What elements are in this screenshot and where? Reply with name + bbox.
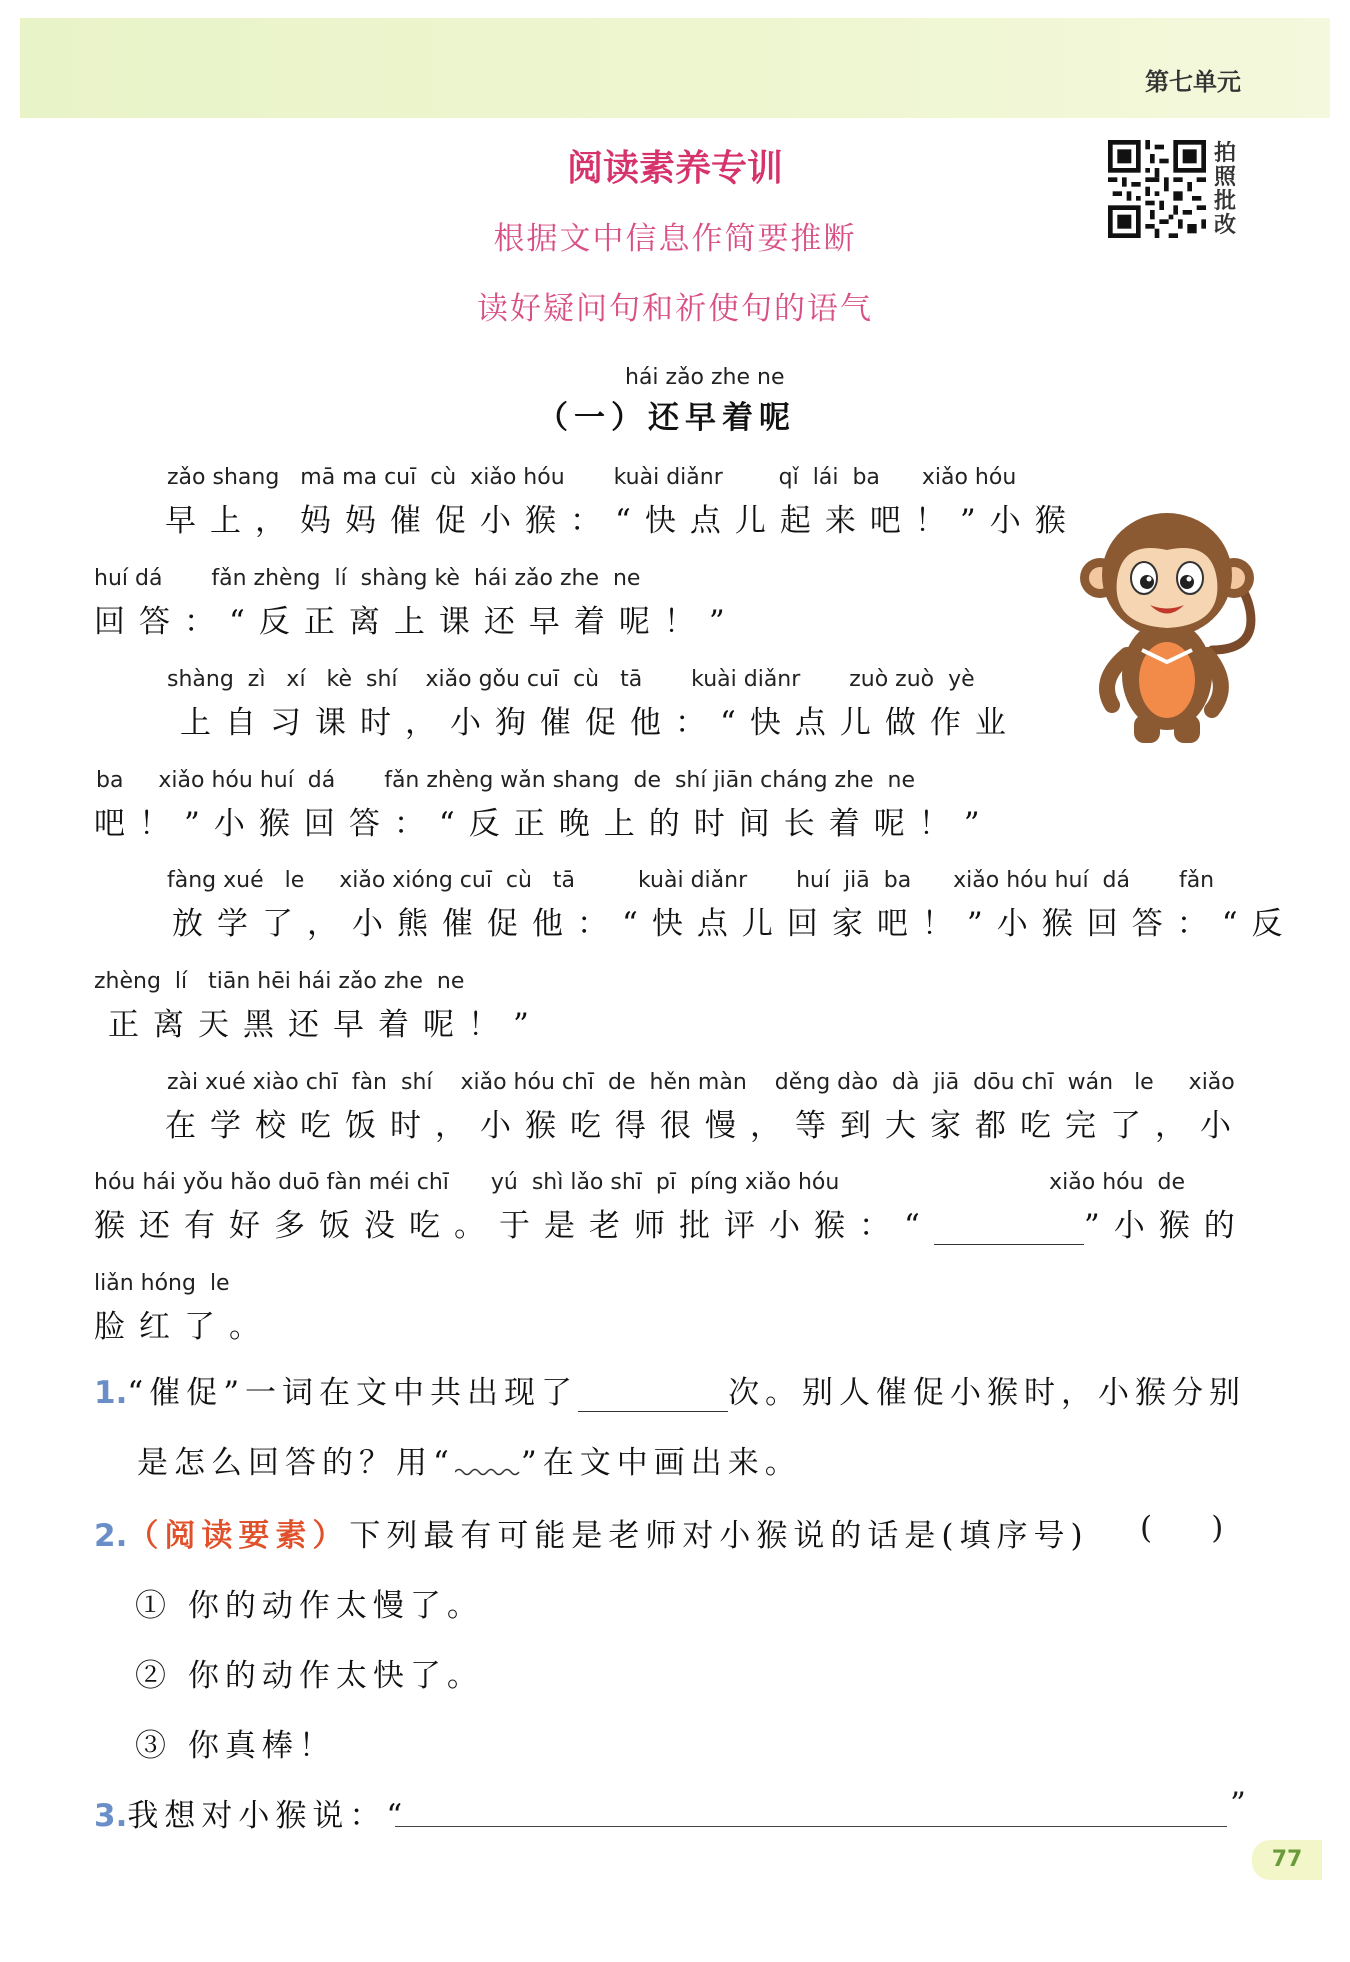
line-pinyin: zhèng lí tiān hēi hái zǎo zhe ne xyxy=(94,969,465,994)
fill-blank-teacher[interactable] xyxy=(934,1214,1084,1245)
line-pinyin: fàng xué le xiǎo xióng cuī cù tā kuài diǎnr huí jiā ba xiǎo hóu huí dá fǎn xyxy=(167,868,1215,893)
line-pinyin: zài xué xiào chī fàn shí xiǎo hóu chī de hěn màn děng dào dà jiā dōu chī wán le xiǎo xyxy=(167,1070,1235,1095)
line-text: 早上，妈妈催促小猴：“快点儿起来吧！”小猴 xyxy=(165,503,1080,539)
question-text: 是怎么回答的？用“ xyxy=(137,1445,455,1481)
option-2: ② 你的动作太快了。 xyxy=(135,1658,484,1694)
question-text: ”在文中画出来。 xyxy=(520,1445,802,1481)
wavy-underline-icon xyxy=(455,1467,521,1477)
question-text: 次。别人催促小猴时，小猴分别 xyxy=(728,1375,1247,1411)
line-text: 上自习课时，小狗催促他：“快点儿做作业 xyxy=(180,705,1020,741)
answer-blank-count[interactable] xyxy=(578,1381,728,1412)
line-pinyin: hóu hái yǒu hǎo duō fàn méi chī yú shì lǎo shī pī píng xiǎo hóu xiǎo hóu de xyxy=(94,1170,1186,1195)
page-subtitle-1: 根据文中信息作简要推断 xyxy=(493,221,857,257)
line-pinyin: huí dá fǎn zhèng lí shàng kè hái zǎo zhe ne xyxy=(94,566,641,591)
question-text: 下列最有可能是老师对小猴说的话是(填序号) xyxy=(349,1518,1089,1554)
line-pinyin: zǎo shang mā ma cuī cù xiǎo hóu kuài diǎnr qǐ lái ba xiǎo hóu xyxy=(167,465,1017,490)
line-pinyin: shàng zì xí kè shí xiǎo gǒu cuī cù tā kuài diǎnr zuò zuò yè xyxy=(167,667,975,692)
line-pinyin: liǎn hóng le xyxy=(94,1271,230,1296)
line-text xyxy=(94,1200,1249,1245)
line-text-a: 猴还有好多饭没吃。于是老师批评小猴：“ xyxy=(94,1208,934,1244)
line-text-b: ”小猴的 xyxy=(1083,1208,1249,1244)
qr-label: 拍照批改 xyxy=(1214,141,1237,238)
line-text: 脸红了。 xyxy=(94,1309,274,1345)
reading-element-tag: （阅读要素） xyxy=(127,1518,350,1554)
line-text: 吧！”小猴回答：“反正晚上的时间长着呢！” xyxy=(94,806,994,842)
question-3 xyxy=(94,1790,408,1835)
option-1: ① 你的动作太慢了。 xyxy=(135,1588,484,1624)
line-text: 在学校吃饭时，小猴吃得很慢，等到大家都吃完了，小 xyxy=(165,1108,1245,1144)
line-pinyin: ba xiǎo hóu huí dá fǎn zhèng wǎn shang de shí jiān cháng zhe ne xyxy=(96,768,916,793)
question-1-line-2 xyxy=(137,1437,802,1482)
page-number: 77 xyxy=(1252,1840,1322,1880)
question-text: “催促”一词在文中共出现了 xyxy=(127,1375,579,1411)
story-title: （一）还早着呢 xyxy=(537,400,796,436)
question-text: 我想对小猴说：“ xyxy=(127,1798,409,1834)
answer-bracket[interactable]: ( ) xyxy=(1140,1510,1224,1546)
close-quote: ” xyxy=(1230,1786,1246,1822)
line-text: 放学了，小熊催促他：“快点儿回家吧！”小猴回答：“反 xyxy=(172,906,1297,942)
answer-line[interactable] xyxy=(395,1826,1227,1827)
question-number: 2. xyxy=(94,1518,128,1554)
monkey-illustration xyxy=(1072,500,1262,750)
header-band xyxy=(20,18,1330,118)
question-1-line-1 xyxy=(94,1367,1246,1412)
page-subtitle-2: 读好疑问句和祈使句的语气 xyxy=(477,291,873,327)
question-number: 1. xyxy=(94,1375,128,1411)
line-text: 回答：“反正离上课还早着呢！” xyxy=(94,604,739,640)
question-number: 3. xyxy=(94,1798,128,1834)
page-title: 阅读素养专训 xyxy=(566,148,783,189)
question-2 xyxy=(94,1510,1089,1555)
option-3: ③ 你真棒！ xyxy=(135,1728,336,1764)
line-text: 正离天黑还早着呢！” xyxy=(108,1007,543,1043)
story-title-pinyin: hái zǎo zhe ne xyxy=(625,365,785,390)
unit-label: 第七单元 xyxy=(1145,68,1241,96)
